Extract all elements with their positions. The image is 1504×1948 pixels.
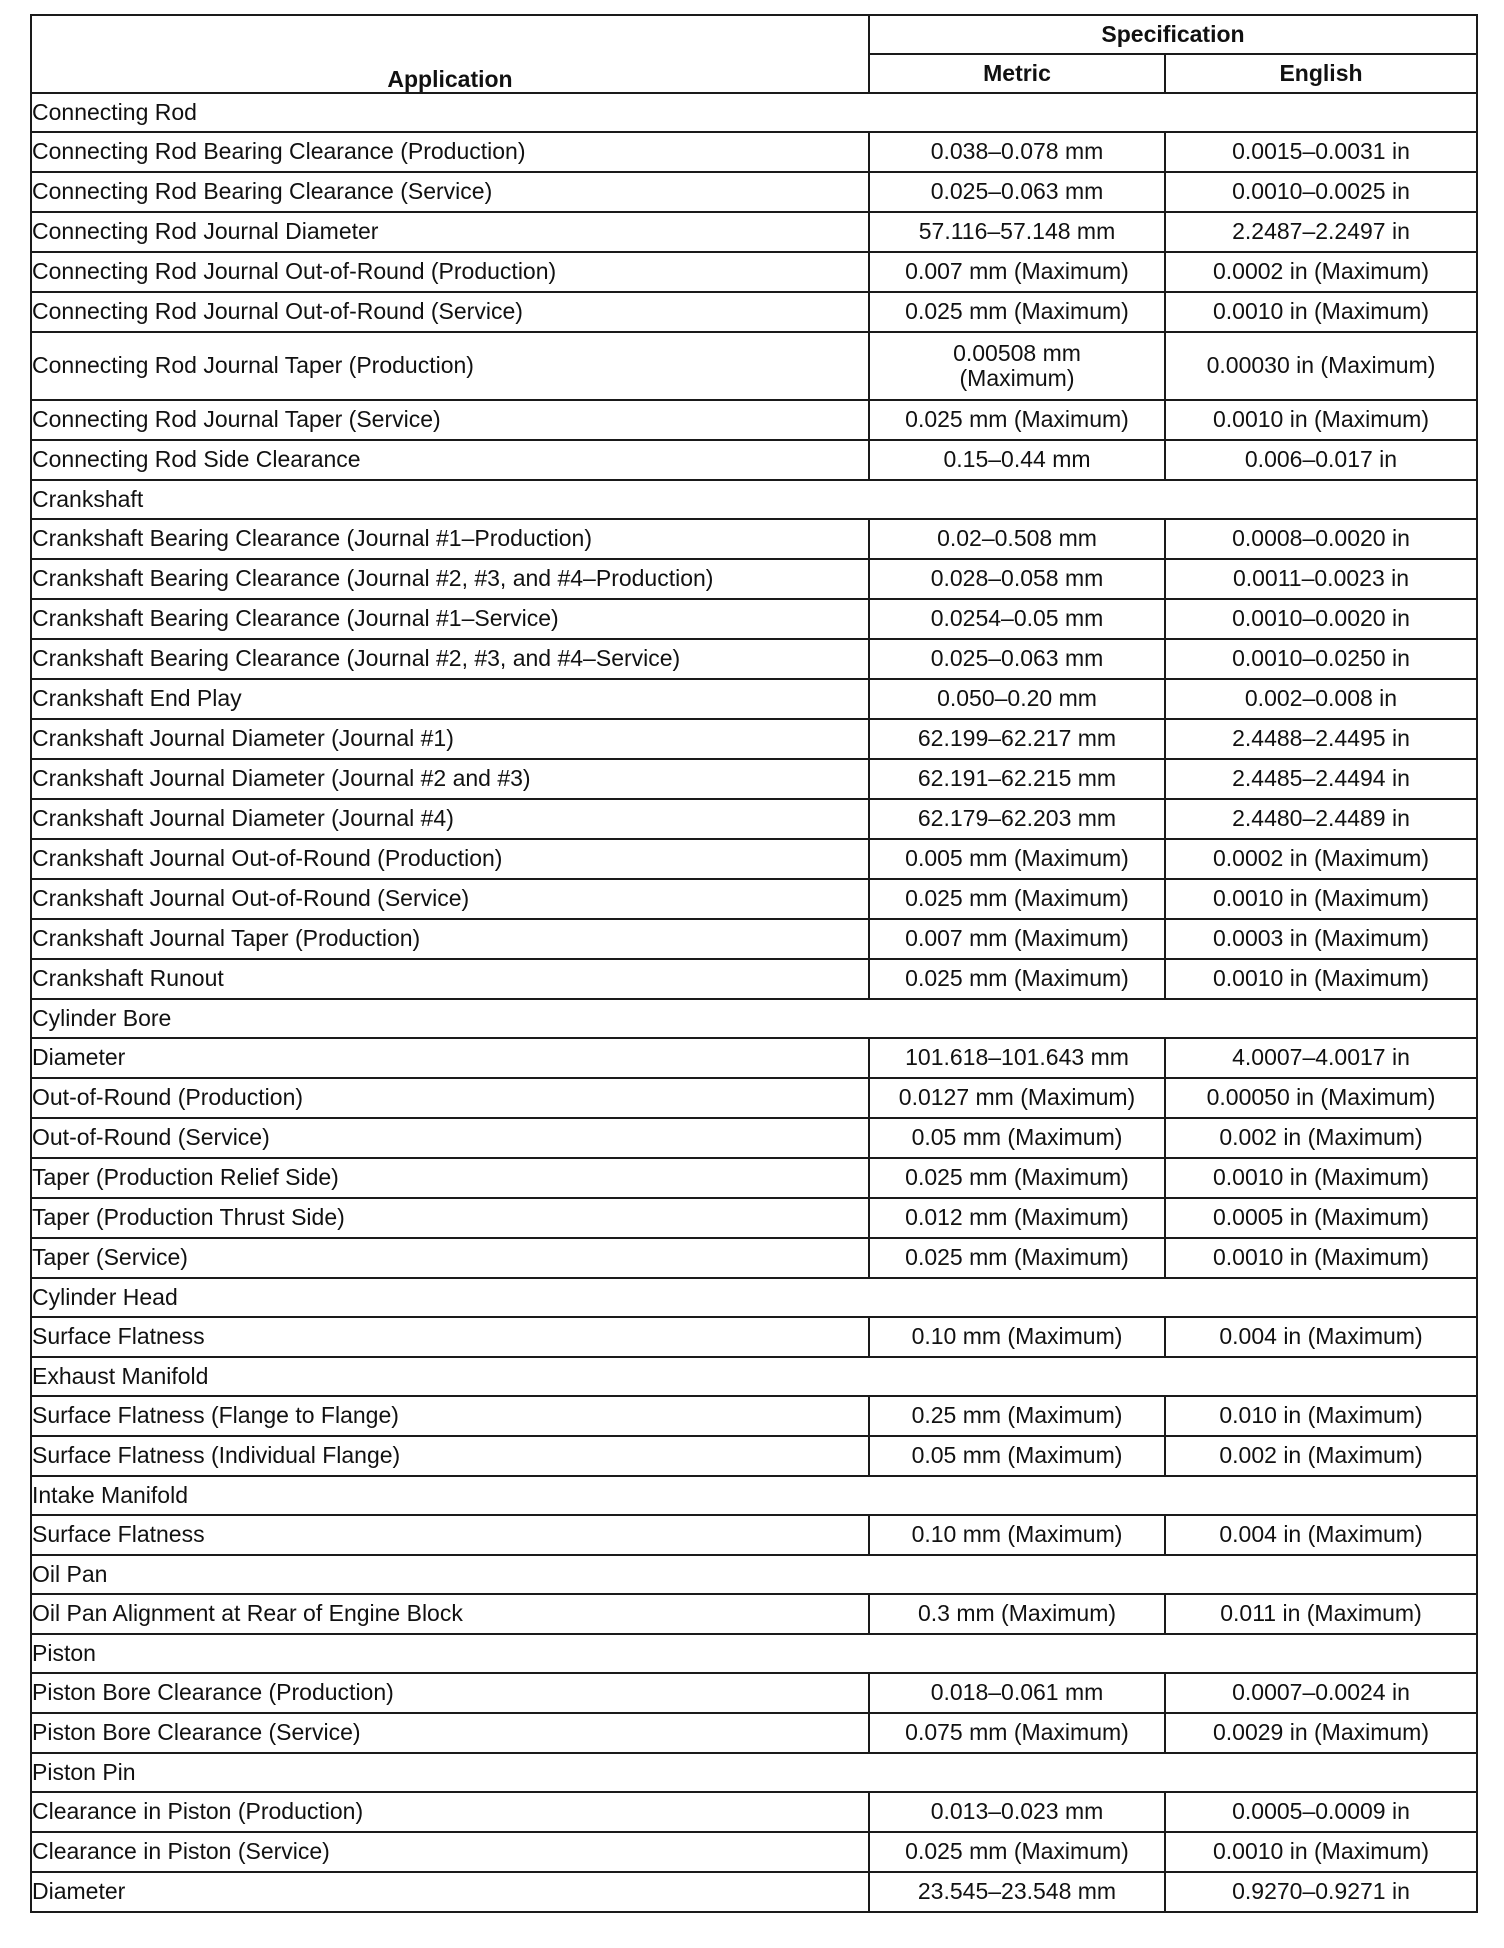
english-cell: 0.0005–0.0009 in — [1165, 1792, 1477, 1832]
metric-cell: 0.025 mm (Maximum) — [869, 879, 1165, 919]
metric-cell: 0.3 mm (Maximum) — [869, 1594, 1165, 1634]
english-cell: 0.0010 in (Maximum) — [1165, 1238, 1477, 1278]
english-cell: 0.002 in (Maximum) — [1165, 1118, 1477, 1158]
table-header — [31, 15, 1477, 93]
table-row — [31, 1713, 1477, 1753]
table-row — [31, 879, 1477, 919]
metric-cell: 62.199–62.217 mm — [869, 719, 1165, 759]
application-header: Application — [31, 15, 869, 93]
section-title: Exhaust Manifold — [31, 1357, 1477, 1396]
metric-cell: 0.075 mm (Maximum) — [869, 1713, 1165, 1753]
application-cell: Diameter — [31, 1038, 869, 1078]
english-cell: 0.0010 in (Maximum) — [1165, 879, 1477, 919]
english-cell: 0.0010 in (Maximum) — [1165, 292, 1477, 332]
section-title: Connecting Rod — [31, 93, 1477, 132]
table-row — [31, 1436, 1477, 1476]
section-row — [31, 1634, 1477, 1673]
application-cell: Connecting Rod Journal Out-of-Round (Production) — [31, 252, 869, 292]
section-row — [31, 1476, 1477, 1515]
table-row — [31, 599, 1477, 639]
metric-cell: 0.025–0.063 mm — [869, 172, 1165, 212]
application-cell: Oil Pan Alignment at Rear of Engine Block — [31, 1594, 869, 1634]
table-row — [31, 440, 1477, 480]
metric-cell: 0.050–0.20 mm — [869, 679, 1165, 719]
english-cell: 0.00030 in (Maximum) — [1165, 332, 1477, 400]
english-cell: 0.0011–0.0023 in — [1165, 559, 1477, 599]
table-row — [31, 1238, 1477, 1278]
metric-cell: 0.007 mm (Maximum) — [869, 919, 1165, 959]
english-cell: 0.002–0.008 in — [1165, 679, 1477, 719]
table-row — [31, 212, 1477, 252]
metric-cell: 0.025 mm (Maximum) — [869, 959, 1165, 999]
table-row — [31, 252, 1477, 292]
application-cell: Surface Flatness (Flange to Flange) — [31, 1396, 869, 1436]
table-row — [31, 759, 1477, 799]
metric-cell: 0.0254–0.05 mm — [869, 599, 1165, 639]
table-row — [31, 1396, 1477, 1436]
table-row — [31, 1038, 1477, 1078]
application-cell: Connecting Rod Journal Out-of-Round (Service) — [31, 292, 869, 332]
application-cell: Crankshaft Bearing Clearance (Journal #1–Service) — [31, 599, 869, 639]
english-cell: 2.2487–2.2497 in — [1165, 212, 1477, 252]
english-cell: 0.0008–0.0020 in — [1165, 519, 1477, 559]
table-row — [31, 1792, 1477, 1832]
metric-cell: 0.0127 mm (Maximum) — [869, 1078, 1165, 1118]
application-cell: Crankshaft End Play — [31, 679, 869, 719]
english-cell: 0.0002 in (Maximum) — [1165, 252, 1477, 292]
metric-cell: 0.025 mm (Maximum) — [869, 1158, 1165, 1198]
section-title: Cylinder Head — [31, 1278, 1477, 1317]
table-row — [31, 559, 1477, 599]
application-cell: Out-of-Round (Service) — [31, 1118, 869, 1158]
table-row — [31, 799, 1477, 839]
table-row — [31, 332, 1477, 400]
metric-cell: 0.05 mm (Maximum) — [869, 1436, 1165, 1476]
application-cell: Crankshaft Journal Out-of-Round (Service) — [31, 879, 869, 919]
english-cell: 2.4485–2.4494 in — [1165, 759, 1477, 799]
application-cell: Taper (Production Relief Side) — [31, 1158, 869, 1198]
table-row — [31, 639, 1477, 679]
english-cell: 0.0010 in (Maximum) — [1165, 959, 1477, 999]
english-cell: 4.0007–4.0017 in — [1165, 1038, 1477, 1078]
application-cell: Crankshaft Journal Out-of-Round (Production) — [31, 839, 869, 879]
english-cell: 0.0010–0.0020 in — [1165, 599, 1477, 639]
table-row — [31, 1594, 1477, 1634]
metric-cell: 101.618–101.643 mm — [869, 1038, 1165, 1078]
english-cell: 0.0010–0.0250 in — [1165, 639, 1477, 679]
metric-cell: 62.179–62.203 mm — [869, 799, 1165, 839]
table-row — [31, 1198, 1477, 1238]
metric-cell: 0.025 mm (Maximum) — [869, 400, 1165, 440]
application-cell: Connecting Rod Bearing Clearance (Production) — [31, 132, 869, 172]
application-cell: Diameter — [31, 1872, 869, 1912]
table-row — [31, 1832, 1477, 1872]
metric-cell: 0.05 mm (Maximum) — [869, 1118, 1165, 1158]
application-cell: Crankshaft Journal Diameter (Journal #1) — [31, 719, 869, 759]
english-cell: 0.0007–0.0024 in — [1165, 1673, 1477, 1713]
application-cell: Piston Bore Clearance (Production) — [31, 1673, 869, 1713]
metric-cell: 0.028–0.058 mm — [869, 559, 1165, 599]
section-title: Piston Pin — [31, 1753, 1477, 1792]
section-row — [31, 1357, 1477, 1396]
section-row — [31, 1753, 1477, 1792]
table-row — [31, 679, 1477, 719]
metric-cell: 0.007 mm (Maximum) — [869, 252, 1165, 292]
application-cell: Crankshaft Runout — [31, 959, 869, 999]
application-cell: Connecting Rod Journal Diameter — [31, 212, 869, 252]
section-title: Cylinder Bore — [31, 999, 1477, 1038]
english-cell: 0.011 in (Maximum) — [1165, 1594, 1477, 1634]
section-title: Oil Pan — [31, 1555, 1477, 1594]
metric-cell: 0.15–0.44 mm — [869, 440, 1165, 480]
english-cell: 0.004 in (Maximum) — [1165, 1515, 1477, 1555]
metric-cell: 0.012 mm (Maximum) — [869, 1198, 1165, 1238]
section-title: Crankshaft — [31, 480, 1477, 519]
table-row — [31, 1118, 1477, 1158]
english-cell: 0.0029 in (Maximum) — [1165, 1713, 1477, 1753]
english-cell: 0.0010–0.0025 in — [1165, 172, 1477, 212]
table-row — [31, 959, 1477, 999]
table-row — [31, 519, 1477, 559]
specification-table — [30, 14, 1478, 1913]
application-cell: Clearance in Piston (Production) — [31, 1792, 869, 1832]
section-title: Intake Manifold — [31, 1476, 1477, 1515]
metric-cell: 0.10 mm (Maximum) — [869, 1317, 1165, 1357]
application-cell: Clearance in Piston (Service) — [31, 1832, 869, 1872]
english-cell: 0.0002 in (Maximum) — [1165, 839, 1477, 879]
metric-cell: 0.025 mm (Maximum) — [869, 292, 1165, 332]
application-cell: Crankshaft Bearing Clearance (Journal #2, #3, and #4–Production) — [31, 559, 869, 599]
metric-cell: 0.00508 mm (Maximum) — [869, 332, 1165, 400]
metric-cell: 57.116–57.148 mm — [869, 212, 1165, 252]
metric-cell: 0.013–0.023 mm — [869, 1792, 1165, 1832]
english-cell: 0.9270–0.9271 in — [1165, 1872, 1477, 1912]
metric-cell: 62.191–62.215 mm — [869, 759, 1165, 799]
english-cell: 0.0010 in (Maximum) — [1165, 400, 1477, 440]
table-row — [31, 172, 1477, 212]
application-cell: Surface Flatness — [31, 1515, 869, 1555]
metric-cell: 23.545–23.548 mm — [869, 1872, 1165, 1912]
application-cell: Connecting Rod Side Clearance — [31, 440, 869, 480]
section-row — [31, 999, 1477, 1038]
english-cell: 0.010 in (Maximum) — [1165, 1396, 1477, 1436]
application-cell: Crankshaft Bearing Clearance (Journal #2, #3, and #4–Service) — [31, 639, 869, 679]
metric-cell: 0.02–0.508 mm — [869, 519, 1165, 559]
metric-cell: 0.10 mm (Maximum) — [869, 1515, 1165, 1555]
application-cell: Crankshaft Journal Diameter (Journal #2 and #3) — [31, 759, 869, 799]
table-row — [31, 1872, 1477, 1912]
application-cell: Out-of-Round (Production) — [31, 1078, 869, 1118]
application-cell: Connecting Rod Journal Taper (Production) — [31, 332, 869, 400]
section-row — [31, 93, 1477, 132]
metric-cell: 0.025 mm (Maximum) — [869, 1238, 1165, 1278]
english-cell: 2.4480–2.4489 in — [1165, 799, 1477, 839]
metric-cell: 0.018–0.061 mm — [869, 1673, 1165, 1713]
application-cell: Crankshaft Bearing Clearance (Journal #1–Production) — [31, 519, 869, 559]
application-cell: Taper (Production Thrust Side) — [31, 1198, 869, 1238]
metric-cell: 0.005 mm (Maximum) — [869, 839, 1165, 879]
application-cell: Taper (Service) — [31, 1238, 869, 1278]
section-title: Piston — [31, 1634, 1477, 1673]
table-row — [31, 132, 1477, 172]
table-row — [31, 292, 1477, 332]
table-row — [31, 1673, 1477, 1713]
english-cell: 0.002 in (Maximum) — [1165, 1436, 1477, 1476]
table-row — [31, 919, 1477, 959]
metric-cell: 0.25 mm (Maximum) — [869, 1396, 1165, 1436]
english-header: English — [1165, 54, 1477, 93]
section-row — [31, 1555, 1477, 1594]
metric-cell: 0.025 mm (Maximum) — [869, 1832, 1165, 1872]
english-cell: 0.0005 in (Maximum) — [1165, 1198, 1477, 1238]
table-row — [31, 1158, 1477, 1198]
table-row — [31, 1317, 1477, 1357]
section-row — [31, 1278, 1477, 1317]
application-cell: Connecting Rod Journal Taper (Service) — [31, 400, 869, 440]
english-cell: 0.00050 in (Maximum) — [1165, 1078, 1477, 1118]
table-row — [31, 1078, 1477, 1118]
application-cell: Surface Flatness (Individual Flange) — [31, 1436, 869, 1476]
metric-header: Metric — [869, 54, 1165, 93]
section-row — [31, 480, 1477, 519]
table-row — [31, 400, 1477, 440]
english-cell: 0.004 in (Maximum) — [1165, 1317, 1477, 1357]
application-cell: Crankshaft Journal Taper (Production) — [31, 919, 869, 959]
application-cell: Connecting Rod Bearing Clearance (Service) — [31, 172, 869, 212]
table-row — [31, 719, 1477, 759]
table-row — [31, 1515, 1477, 1555]
application-cell: Crankshaft Journal Diameter (Journal #4) — [31, 799, 869, 839]
application-cell: Surface Flatness — [31, 1317, 869, 1357]
table-body — [31, 93, 1477, 1912]
specification-header: Specification — [869, 15, 1477, 54]
english-cell: 0.0010 in (Maximum) — [1165, 1832, 1477, 1872]
application-cell: Piston Bore Clearance (Service) — [31, 1713, 869, 1753]
english-cell: 0.0010 in (Maximum) — [1165, 1158, 1477, 1198]
metric-cell: 0.025–0.063 mm — [869, 639, 1165, 679]
metric-cell: 0.038–0.078 mm — [869, 132, 1165, 172]
english-cell: 0.006–0.017 in — [1165, 440, 1477, 480]
english-cell: 2.4488–2.4495 in — [1165, 719, 1477, 759]
english-cell: 0.0015–0.0031 in — [1165, 132, 1477, 172]
table-row — [31, 839, 1477, 879]
english-cell: 0.0003 in (Maximum) — [1165, 919, 1477, 959]
